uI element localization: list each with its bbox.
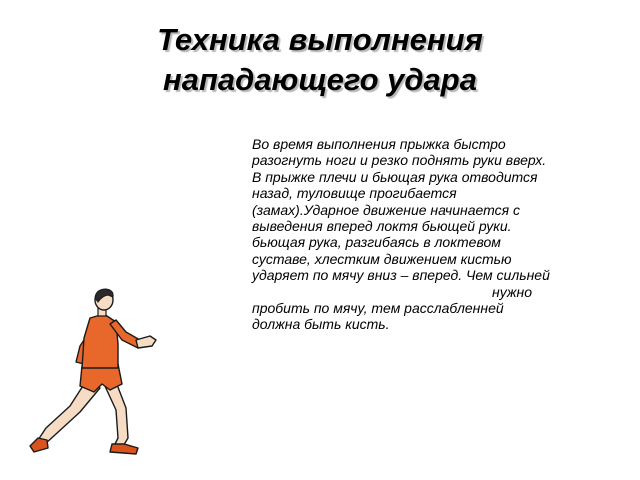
text-line: (замах).Ударное движение начинается с: [252, 201, 520, 218]
slide-title: [60, 20, 580, 100]
text-line: разогнуть ноги и резко поднять руки вверх.: [252, 152, 547, 169]
title-line-1: Техника выполнения: [157, 22, 483, 57]
text-line: бьющая рука, разгибаясь в локтевом: [252, 234, 501, 251]
title-line-2: нападающего удара: [163, 62, 477, 97]
technique-description: [252, 136, 612, 333]
text-line: суставе, хлестким движением кистью: [252, 250, 512, 267]
text-line: нужно: [492, 283, 532, 300]
text-line: Во время выполнения прыжка быстро: [252, 136, 506, 152]
volleyball-player-running-illustration: [18, 288, 168, 460]
text-line: назад, туловище прогибается: [252, 185, 457, 202]
text-line: пробить по мячу, тем расслабленней: [252, 300, 504, 317]
text-line: должна быть кисть.: [252, 316, 390, 333]
front-leg: [104, 382, 138, 454]
text-line: В прыжке плечи и бьющая рука отводится: [252, 168, 538, 185]
text-line: ударяет по мячу вниз – вперед. Чем сильней: [252, 267, 550, 284]
text-line: выведения вперед локтя бьющей руки.: [252, 218, 512, 235]
